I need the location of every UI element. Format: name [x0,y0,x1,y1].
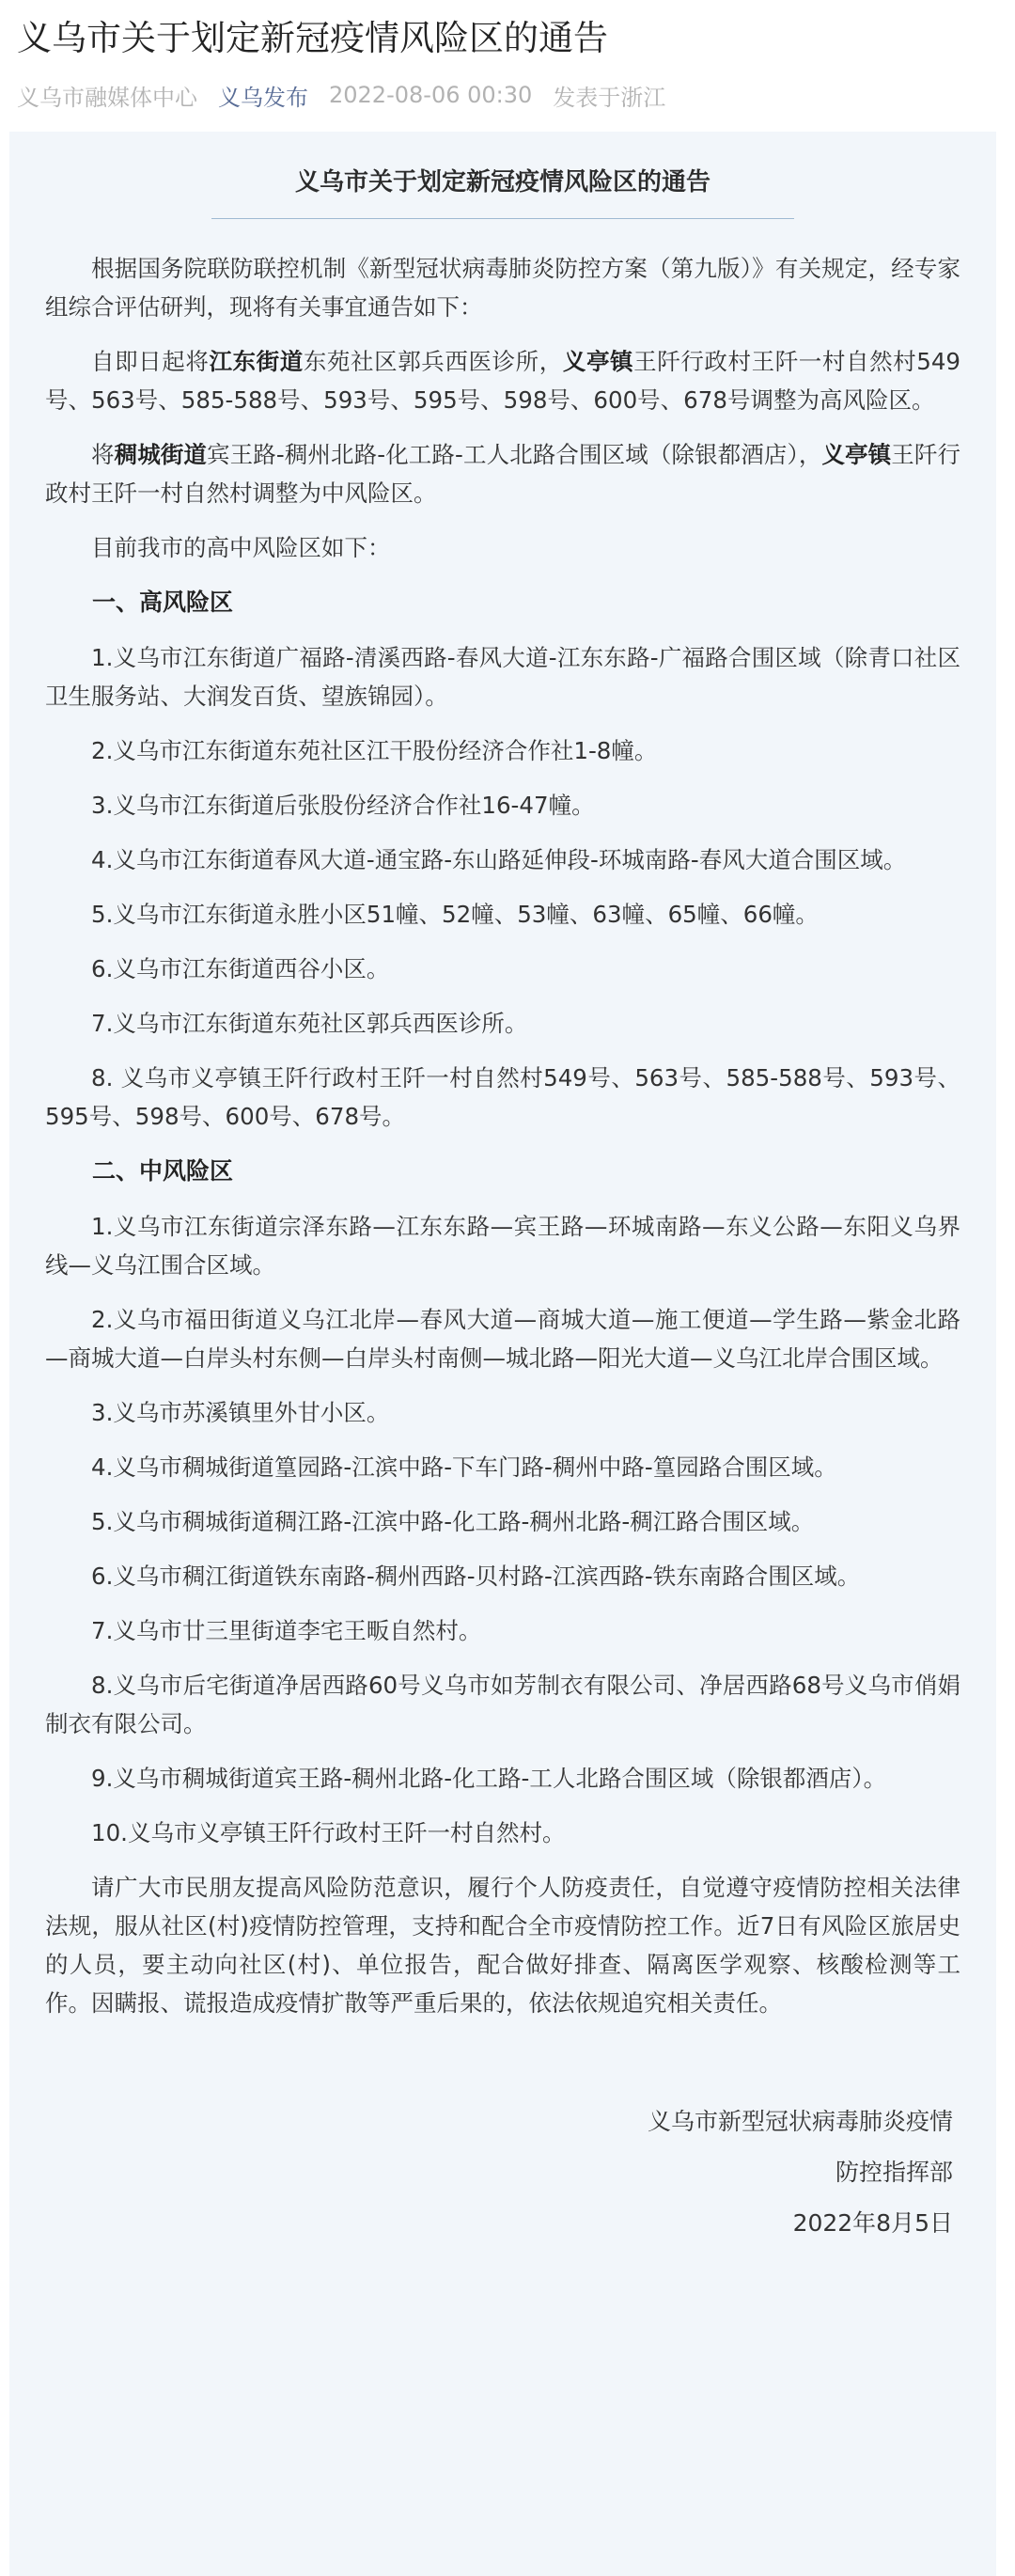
mid-risk-item: 10.义乌市义亭镇王阡行政村王阡一村自然村。 [91,1819,566,1846]
high-risk-item: 3.义乌市江东街道后张股份经济合作社16-47幢。 [91,792,595,819]
summary-lead-paragraph: 目前我市的高中风险区如下： [91,534,391,561]
signature-org: 义乌市新型冠状病毒肺炎疫情 [647,2108,953,2135]
paragraph-text: 王阡行政村王阡一村自然村调整为中风险区。 [45,441,960,507]
article-meta [17,71,998,118]
article-source: 义乌市融媒体中心 [17,84,197,111]
high-risk-section-title: 一、高风险区 [92,589,234,616]
mid-risk-item: 4.义乌市稠城街道篁园路-江滨中路-下车门路-稠州中路-篁园路合围区域。 [91,1453,837,1481]
high-risk-item: 6.义乌市江东街道西谷小区。 [91,955,390,982]
street-name: 江东街道 [209,348,304,375]
paragraph-text: 将 [91,441,115,468]
signature-dept: 防控指挥部 [835,2159,953,2186]
publish-datetime: 2022-08-06 00:30 [329,82,533,108]
street-name: 稠城街道 [114,441,208,468]
signature-spacer [45,2038,960,2097]
high-risk-list [45,638,960,1136]
notice-heading: 义乌市关于划定新冠疫情风险区的通告 [294,168,710,196]
high-risk-item: 7.义乌市江东街道东苑社区郭兵西医诊所。 [91,1010,528,1037]
mid-risk-item: 5.义乌市稠城街道稠江路-江滨中路-化工路-稠州北路-稠江路合围区域。 [91,1508,815,1535]
high-risk-item: 4.义乌市江东街道春风大道-通宝路-东山路延伸段-环城南路-春风大道合围区域。 [91,846,907,873]
intro-paragraph: 根据国务院联防联控机制《新型冠状病毒肺炎防控方案（第九版）》有关规定，经专家组综合评估研判，现将有关事宜通告如下： [45,255,960,321]
mid-risk-item: 1.义乌市江东街道宗泽东路—江东东路—宾王路—环城南路—东义公路—东阳义乌界线—义乌江围合区域。 [45,1213,960,1279]
mid-risk-adjust-paragraph [45,435,960,512]
signature-date: 2022年8月5日 [792,2209,953,2237]
mid-risk-section-title: 二、中风险区 [92,1157,234,1185]
article-title: 义乌市关于划定新冠疫情风险区的通告 [17,18,608,58]
paragraph-text: 宾王路-稠州北路-化工路-工人北路合围区域（除银都酒店）， [207,441,822,468]
mid-risk-item: 2.义乌市福田街道义乌江北岸—春风大道—商城大道—施工便道—学生路—紫金北路—商城大道—白岸头村东侧—白岸头村南侧—城北路—阳光大道—义乌江北岸合围区域。 [45,1306,960,1372]
high-risk-adjust-paragraph [45,342,960,419]
article-header [0,0,1015,118]
author-link[interactable]: 义乌发布 [218,84,308,111]
publish-location: 发表于浙江 [553,84,666,111]
town-name: 义亭镇 [821,441,892,468]
paragraph-text: 自即日起将 [91,348,210,375]
high-risk-item: 2.义乌市江东街道东苑社区江干股份经济合作社1-8幢。 [91,737,658,764]
high-risk-item: 8. 义乌市义亭镇王阡行政村王阡一村自然村549号、563号、585-588号、593号、595号、598号、600号、678号。 [45,1064,960,1130]
notice-card [9,132,996,2576]
mid-risk-item: 6.义乌市稠江街道铁东南路-稠州西路-贝村路-江滨西路-铁东南路合围区域。 [91,1563,861,1590]
paragraph-text: 王阡行政村王阡一村自然村549号、563号、585-588号、593号、595号、598号、600号、678号调整为高风险区。 [45,348,961,414]
high-risk-item: 1.义乌市江东街道广福路-清溪西路-春风大道-江东东路-广福路合围区域（除青口社区卫生服务站、大润发百货、望族锦园）。 [45,644,960,710]
high-risk-item: 5.义乌市江东街道永胜小区51幢、52幢、53幢、63幢、65幢、66幢。 [91,901,819,928]
mid-risk-item: 3.义乌市苏溪镇里外甘小区。 [91,1399,390,1426]
mid-risk-item: 9.义乌市稠城街道宾王路-稠州北路-化工路-工人北路合围区域（除银都酒店）。 [91,1765,887,1792]
heading-divider [211,218,794,219]
closing-paragraph: 请广大市民朋友提高风险防范意识，履行个人防疫责任，自觉遵守疫情防控相关法律法规，服从社区(村)疫情防控管理，支持和配合全市疫情防控工作。近7日有风险区旅居史的人员，要主动向社区(村)、单位报告，配合做好排查、隔离医学观察、核酸检测等工作。因瞒报、谎报造成疫情扩散等严重后果的，依法依规追究相关责任。 [45,1874,960,2017]
mid-risk-item: 7.义乌市廿三里街道李宅王畈自然村。 [91,1617,482,1644]
paragraph-text: 东苑社区郭兵西医诊所， [303,348,563,375]
mid-risk-item: 8.义乌市后宅街道净居西路60号义乌市如芳制衣有限公司、净居西路68号义乌市俏娟制衣有限公司。 [45,1672,960,1737]
town-name: 义亭镇 [562,348,634,375]
mid-risk-list [45,1207,960,1852]
